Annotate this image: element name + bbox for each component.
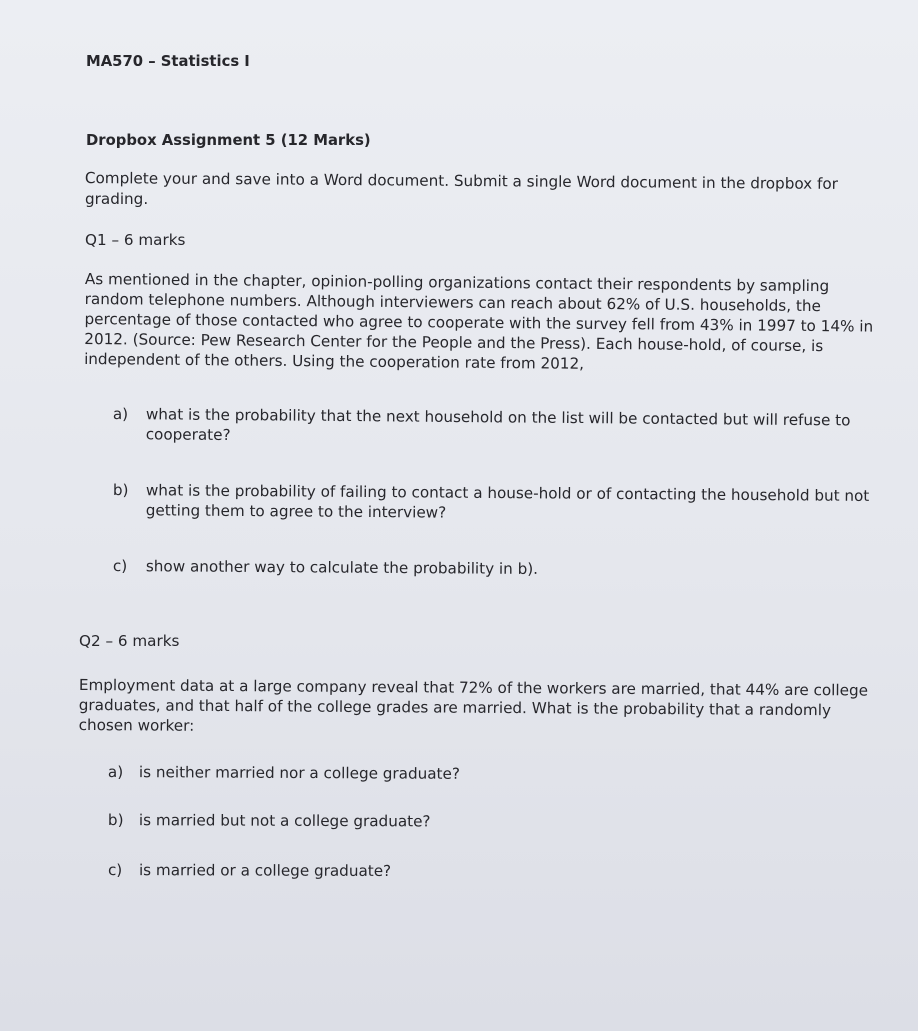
assignment-title: Dropbox Assignment 5 (12 Marks): [86, 132, 371, 149]
q2-item-a-label: a): [107, 763, 124, 782]
q2-paragraph-line: Employment data at a large company reveal that 72% of the workers are married, that 44% are college: [78, 676, 869, 700]
q1-paragraph-line: As mentioned in the chapter, opinion-polling organizations contact their respondents by sampling: [84, 269, 830, 296]
q1-item-b-line: what is the probability of failing to contact a house-hold or of contacting the household but not: [145, 481, 870, 505]
q2-paragraph-line: graduates, and that half of the college grades are married. What is the probability that a randomly: [78, 695, 832, 720]
q1-item-a-label: a): [112, 404, 129, 424]
instructions-line-1: Complete your and save into a Word document. Submit a single Word document in the dropbox for: [84, 168, 838, 193]
q1-item-b-line: getting them to agree to the interview?: [145, 501, 447, 522]
q1-item-c-text: [146, 556, 538, 579]
q2-paragraph: [79, 675, 868, 741]
q1-paragraph: [84, 269, 875, 377]
q1-paragraph-line: percentage of those contacted who agree to cooperate with the survey fell from 43% in 1997 to 14% in: [84, 309, 874, 336]
q2-paragraph-line: chosen worker:: [78, 715, 195, 735]
q1-item-a-line: what is the probability that the next household on the list will be contacted but will refuse to: [145, 405, 851, 430]
q1-item-b-text: [146, 480, 870, 526]
q1-paragraph-line: 2012. (Source: Pew Research Center for the People and the Press). Each house-hold, of course, is: [84, 329, 824, 356]
q1-heading: Q1 – 6 marks: [85, 231, 186, 249]
q2-heading: Q2 – 6 marks: [79, 632, 180, 650]
q1-item-a-line: cooperate?: [145, 425, 231, 445]
q2-item-a-line: is neither married nor a college graduate?: [138, 763, 460, 783]
q1-paragraph-line: random telephone numbers. Although interviewers can reach about 62% of U.S. households, the: [84, 289, 821, 316]
q2-item-b-text: [139, 810, 431, 831]
q2-item-a-text: [139, 762, 460, 784]
q2-item-c-label: c): [107, 861, 123, 880]
q1-item-c-label: c): [112, 557, 128, 576]
q1-paragraph-line: independent of the others. Using the cooperation rate from 2012,: [84, 349, 585, 373]
q2-item-b-label: b): [107, 811, 124, 830]
q2-item-c-line: is married or a college graduate?: [138, 861, 392, 880]
q1-item-a-text: [146, 404, 851, 450]
q1-item-c-line: show another way to calculate the probability in b).: [145, 557, 539, 578]
q2-item-b-line: is married but not a college graduate?: [138, 811, 431, 831]
q1-item-b-label: b): [112, 480, 129, 500]
q2-item-c-text: [139, 860, 391, 881]
instructions-line-2: grading.: [85, 190, 149, 208]
course-title: MA570 – Statistics I: [86, 53, 250, 70]
